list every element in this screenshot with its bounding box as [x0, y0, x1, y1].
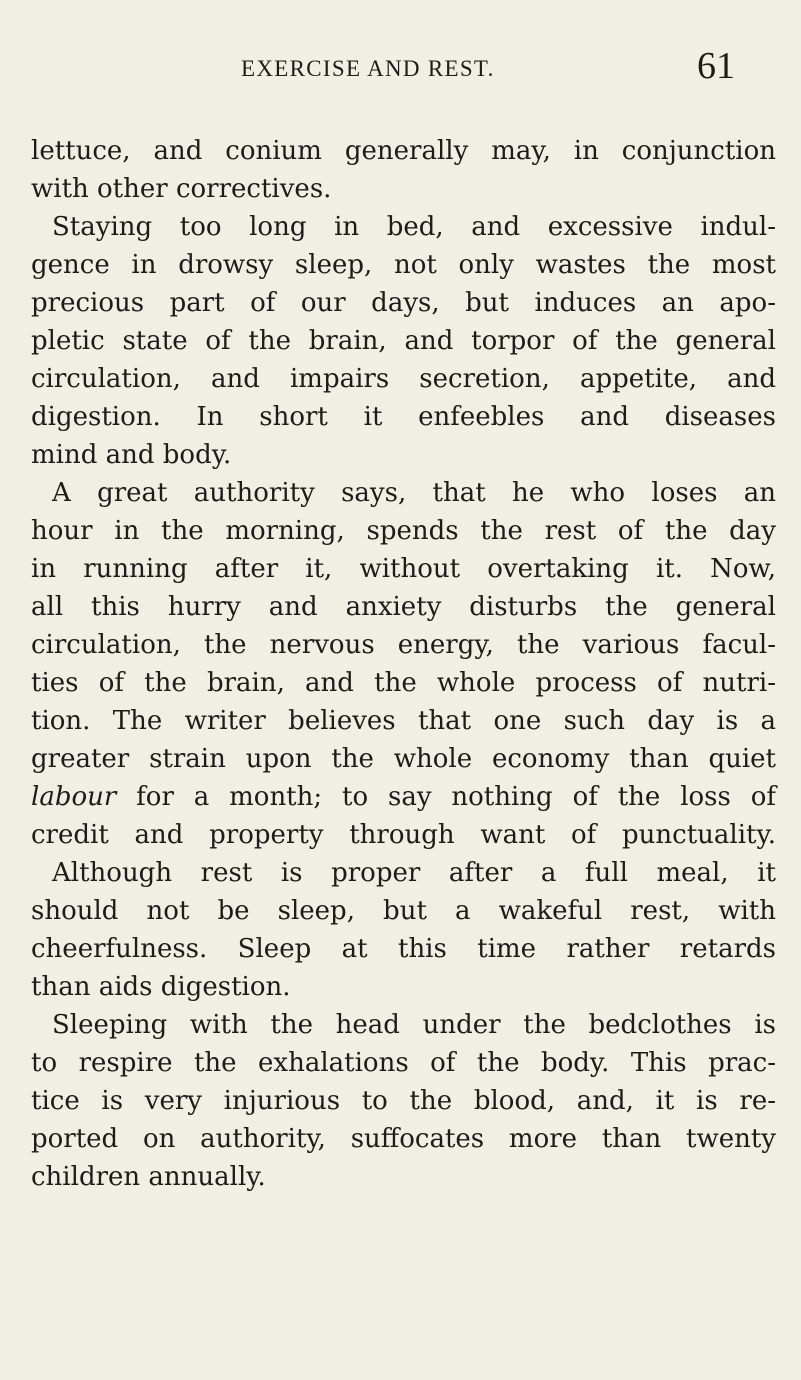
text-line: children annually. — [31, 1162, 266, 1192]
text-line: should not be sleep, but a wakeful rest, with — [31, 896, 776, 926]
text-line: A great authority says, that he who loses an — [52, 478, 776, 508]
text-line: to respire the exhalations of the body. This prac- — [31, 1048, 776, 1078]
text-span: for a month; to say nothing of the loss of — [116, 782, 776, 812]
text-line: greater strain upon the whole economy than quiet — [31, 744, 776, 774]
text-line: gence in drowsy sleep, not only wastes the most — [31, 250, 776, 280]
text-line: ported on authority, suffocates more than twenty — [31, 1124, 776, 1154]
text-line: credit and property through want of punctuality. — [31, 820, 776, 850]
text-line: precious part of our days, but induces an apo- — [31, 288, 776, 318]
text-line — [31, 782, 776, 812]
text-line: mind and body. — [31, 440, 232, 470]
text-line: Sleeping with the head under the bedclothes is — [52, 1010, 776, 1040]
text-line: in running after it, without overtaking it. Now, — [31, 554, 776, 584]
text-line: lettuce, and conium generally may, in conjunction — [31, 136, 776, 166]
text-line: hour in the morning, spends the rest of the day — [31, 516, 776, 546]
text-line: circulation, the nervous energy, the various facul- — [31, 630, 776, 660]
text-line: ties of the brain, and the whole process of nutri- — [31, 668, 776, 698]
text-line: tice is very injurious to the blood, and, it is re- — [31, 1086, 776, 1116]
text-line: than aids digestion. — [31, 972, 291, 1002]
text-line: circulation, and impairs secretion, appetite, and — [31, 364, 776, 394]
text-line: Although rest is proper after a full meal, it — [52, 858, 776, 888]
text-line: with other correctives. — [31, 174, 332, 204]
running-head: EXERCISE AND REST. — [241, 56, 495, 81]
text-line: digestion. In short it enfeebles and diseases — [31, 402, 776, 432]
italic-word: labour — [31, 782, 117, 812]
text-line: pletic state of the brain, and torpor of the general — [31, 326, 776, 356]
text-line: tion. The writer believes that one such day is a — [31, 706, 776, 736]
text-line: all this hurry and anxiety disturbs the general — [31, 592, 776, 622]
text-line: cheerfulness. Sleep at this time rather retards — [31, 934, 776, 964]
page-number: 61 — [697, 45, 735, 87]
text-line: Staying too long in bed, and excessive indul- — [52, 212, 776, 242]
